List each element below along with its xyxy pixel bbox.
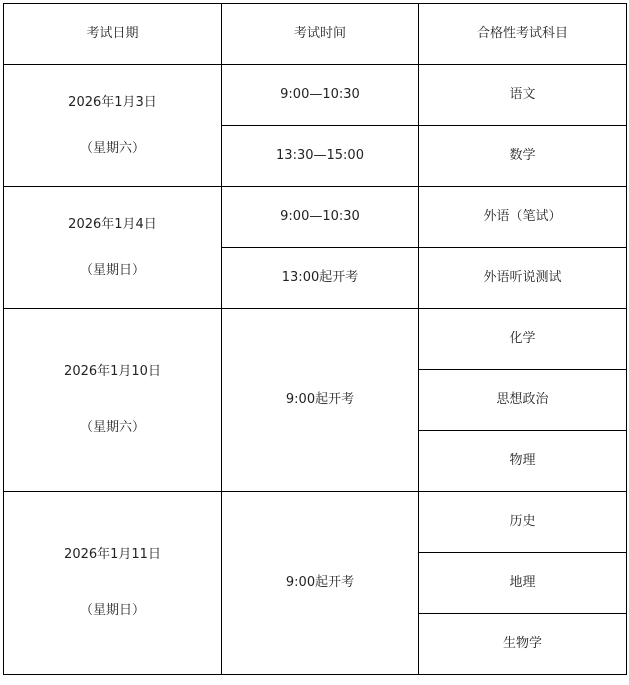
date-cell [4,492,222,675]
time-cell: 13:00起开考 [222,248,419,309]
subject-cell: 外语听说测试 [419,248,627,309]
time-cell: 9:00—10:30 [222,65,419,126]
subject-cell: 生物学 [419,614,627,675]
table-header [4,4,627,65]
table-row [4,309,627,370]
subject-cell: 地理 [419,553,627,614]
date-cell [4,309,222,492]
table-row [4,187,627,248]
time-cell: 9:00—10:30 [222,187,419,248]
table-body [4,65,627,675]
table-row [4,492,627,553]
subject-cell: 物理 [419,431,627,492]
exam-weekday: （星期六） [79,420,145,435]
time-cell: 9:00起开考 [222,492,419,675]
time-cell: 13:30—15:00 [222,126,419,187]
exam-date: 2026年1月11日 [64,547,161,562]
exam-schedule-table [3,3,627,675]
header-exam-date: 考试日期 [4,4,222,65]
subject-cell: 思想政治 [419,370,627,431]
exam-date: 2026年1月3日 [68,94,157,110]
exam-date: 2026年1月10日 [64,364,161,379]
header-exam-subject: 合格性考试科目 [419,4,627,65]
time-cell: 9:00起开考 [222,309,419,492]
subject-cell: 外语（笔试） [419,187,627,248]
exam-weekday: （星期六） [79,140,145,156]
subject-cell: 化学 [419,309,627,370]
table-row [4,65,627,126]
header-row [4,4,627,65]
exam-weekday: （星期日） [79,262,145,278]
subject-cell: 语文 [419,65,627,126]
exam-date: 2026年1月4日 [68,216,157,232]
date-cell [4,187,222,309]
subject-cell: 数学 [419,126,627,187]
exam-weekday: （星期日） [79,603,145,618]
header-exam-time: 考试时间 [222,4,419,65]
date-cell [4,65,222,187]
subject-cell: 历史 [419,492,627,553]
